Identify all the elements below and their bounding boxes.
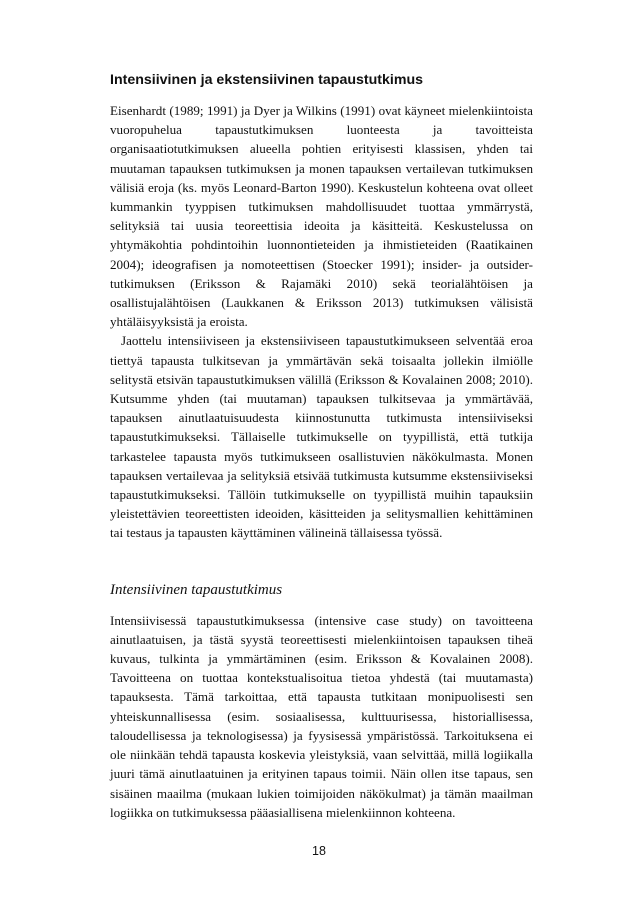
- section-heading-intensive: Intensiivinen tapaustutkimus: [110, 581, 283, 598]
- page-number: 18: [312, 844, 326, 858]
- page-content: [110, 70, 533, 822]
- body-paragraph: Intensiivisessä tapaustutkimuksessa (intensive case study) on tavoitteena ainutlaatuisen, ja tästä syystä teoreettisesti mielenkiintoisen tapauksen tiheä kuvaus, tulkinta ja ymmärtäminen (esim. Eriksson & Kovalainen 2008). Tavoitteena on tuottaa kontekstualisoitua tietoa yhdestä (tai muutamasta) tapauksesta. Tämä tarkoittaa, että tapausta tutkitaan monipuolisesti sen yhteiskunnallisessa (esim. sosiaalisessa, kulttuurisessa, historiallisessa, taloudellisessa ja teknologisessa) ja fyysisessä ympäristössä. Tarkoituksena ei ole niinkään tehdä tapausta koskevia yleistyksiä, vaan selvittää, millä logiikalla juuri tämä ainutlaatuinen ja erityinen tapaus toimii. Näin ollen itse tapaus, sen sisäinen maailma (mukaan lukien toimijoiden näkökulmat) ja tämän maailman logiikka on tutkimuksessa pääasiallisena mielenkiinnon kohteena.: [110, 612, 533, 820]
- section-spacer: [110, 543, 533, 580]
- body-paragraph: Jaottelu intensiiviseen ja ekstensiiviseen tapaustutkimukseen selventää eroa tiettyä tapausta tulkitsevan ja ymmärtävän sekä toisaalta jollekin ilmiölle selitystä etsivän tapaustutkimuksen välillä (Eriksson & Kovalainen 2008; 2010). Kutsumme yhden (tai muutaman) tapauksen tulkitsevaa ja ymmärtävää, tapauksen ainutlaatuisuudesta kiinnostunutta tutkimusta intensiiviseksi tapaustutkimukseksi. Tällaiselle tutkimukselle on tyypillistä, että tutkija tarkastelee tapausta myös tutkimukseen osallistuvien näkökulmasta. Monen tapauksen vertailevaa ja selityksiä etsivää tutkimusta kutsumme ekstensiiviseksi tapaustutkimukseksi. Tällöin tutkimukselle on tyypillistä muihin tapauksiin yleistettävien teoreettisten ideoiden, käsitteiden ja selitysmallien kehittäminen tai testaus ja tapausten käyttäminen välineinä tällaisessa työssä.: [110, 333, 533, 541]
- section-heading-intensive-extensive: Intensiivinen ja ekstensiivinen tapaustutkimus: [110, 72, 424, 88]
- body-paragraph: Eisenhardt (1989; 1991) ja Dyer ja Wilkins (1991) ovat käyneet mielenkiintoista vuoropuhelua tapaustutkimuksen luonteesta ja tavoitteista organisaatiotutkimuksen alueella pohtien erityisesti klassisen, yhden tai muutaman tapauksen tutkimuksen ja monen tapauksen vertailevan tutkimuksen välisiä eroja (ks. myös Leonard-Barton 1990). Keskustelun kohteena ovat olleet kummankin tyyppisen tutkimuksen mahdollisuudet tuottaa ymmärrystä, selityksiä tai uusia teoreettisia ideoita ja käsitteitä. Keskustelussa on yhtymäkohtia pohdintoihin luonnontieteiden ja ihmistieteiden (Raatikainen 2004); ideografisen ja nomoteettisen (Stoecker 1991); insider- ja outsider-tutkimuksen (Eriksson & Rajamäki 2010) sekä teorialähtöisen ja osallistujalähtöisen (Laukkanen & Eriksson 2013) tutkimuksen välisistä yhtäläisyyksistä ja eroista.: [110, 103, 533, 330]
